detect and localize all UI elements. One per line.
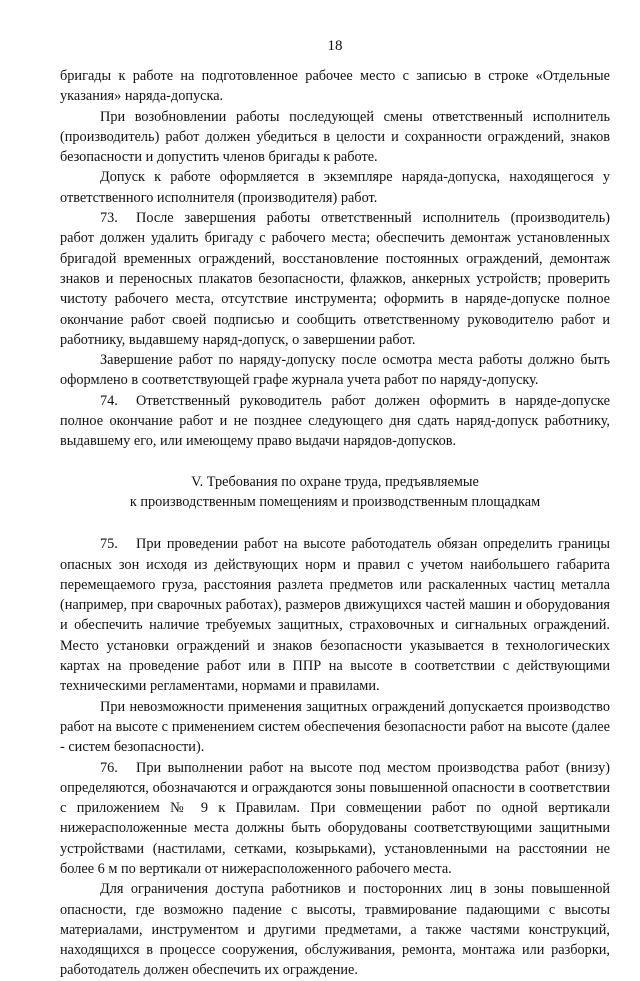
page-number: 18 [327,38,343,54]
section-heading [60,472,610,513]
clause-text: При проведении работ на высоте работодатель обязан определить границы опасных зон исходя из действующих норм и правил с учетом наибольшего габарита перемещаемого груза, расстояния разлета предметов или раскаленных частиц металла (например, при сварочных работах), размеров движущихся частей машин и оборудования и обеспечить наличие требуемых защитных, страховочных и сигнальных ограждений. Место установки ограждений и знаков безопасности указывается в технологических картах на проведение работ или в ППР на высоте в соответствии с действующими техническими регламентами, нормами и правилами. [60,536,610,695]
clause-number: 75. [100,536,118,553]
clause-number: 74. [100,392,118,409]
clause-73 [60,208,610,350]
section-heading-line-2: к производственным помещениям и производственным площадкам [129,493,541,510]
clause-74 [60,391,610,452]
document-body [60,66,610,981]
paragraph-shift-resume: При возобновлении работы последующей смены ответственный исполнитель (производитель) работ должен убедиться в целости и сохранности ограждений, знаков безопасности и допустить членов бригады к работе. [60,108,610,166]
paragraph-no-barriers: При невозможности применения защитных ограждений допускается производство работ на высоте с применением систем обеспечения безопасности работ на высоте (далее - систем безопасности). [60,698,610,756]
clause-75 [60,534,610,696]
paragraph-access-limit: Для ограничения доступа работников и посторонних лиц в зоны повышенной опасности, где возможно падение с высоты, травмирование падающими с высоты материалами, инструментом и другими предметами, а также частями конструкций, находящихся в процессе сооружения, обслуживания, ремонта, монтажа или разборки, работодатель должен обеспечить их ограждение. [60,881,610,979]
section-heading-line-1: V. Требования по охране труда, предъявляемые [191,473,479,490]
clause-text: При выполнении работ на высоте под местом производства работ (внизу) определяются, обозначаются и ограждаются зоны повышенной опасности в соответствии с приложением № 9 к Правилам. При совмещении работ по одной вертикали нижерасположенные места должны быть оборудованы соответствующими защитными устройствами (настилами, сетками, козырьками), установленными на расстоянии не более 6 м по вертикали от нижерасположенного рабочего места. [60,759,610,877]
clause-76 [60,758,610,880]
clause-text: После завершения работы ответственный исполнитель (производитель) работ должен удалить бригаду с рабочего места; обеспечить демонтаж установленных бригадой временных ограждений, восстановление постоянных ограждений, демонтаж знаков и переносных плакатов безопасности, флажков, анкерных устройств; проверить чистоту рабочего места, отсутствие инструмента; оформить в наряде-допуске полное окончание работ своей подписью и сообщить ответственному руководителю работ и работнику, выдавшему наряд-допуск, о завершении работ. [60,210,610,348]
paragraph-continuation: бригады к работе на подготовленное рабочее место с записью в строке «Отдельные указания» наряда-допуска. [60,68,610,105]
clause-number: 73. [100,210,118,227]
clause-text: Ответственный руководитель работ должен оформить в наряде-допуске полное окончание работ и не позднее следующего дня сдать наряд-допуск работнику, выдавшему его, или имеющему право выдачи нарядов-допусков. [60,392,610,450]
paragraph-admission: Допуск к работе оформляется в экземпляре наряда-допуска, находящегося у ответственного исполнителя (производителя) работ. [60,169,610,206]
clause-number: 76. [100,759,118,776]
paragraph-completion: Завершение работ по наряду-допуску после осмотра места работы должно быть оформлено в соответствующей графе журнала учета работ по наряду-допуску. [60,352,610,389]
